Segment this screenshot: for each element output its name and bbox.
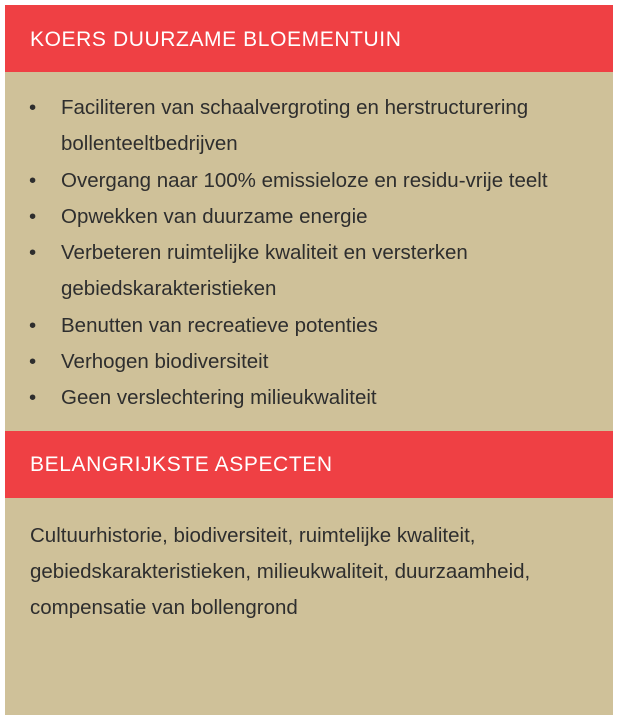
list-item-text: Verhogen biodiversiteit bbox=[61, 350, 269, 374]
list-item-text: Benutten van recreatieve potenties bbox=[61, 313, 378, 337]
bullet-icon: • bbox=[29, 204, 37, 228]
list-item bbox=[5, 90, 613, 163]
section-title-koers: KOERS DUURZAME BLOEMENTUIN bbox=[5, 5, 613, 72]
aspects-text: Cultuurhistorie, biodiversiteit, ruimtelijke kwaliteit, gebiedskarakteristieken, milieukwaliteit, duurzaamheid, compensatie van bollengrond bbox=[30, 523, 531, 620]
list-item-text: Overgang naar 100% emissieloze en residu-vrije teelt bbox=[61, 168, 548, 192]
list-item-text: Geen verslechtering milieukwaliteit bbox=[61, 386, 377, 410]
list-item bbox=[5, 380, 613, 416]
info-panel bbox=[5, 5, 613, 715]
list-item-text: Opwekken van duurzame energie bbox=[61, 204, 368, 228]
list-item-text: Faciliteren van schaalvergroting en herstructurering bollenteeltbedrijven bbox=[61, 96, 529, 156]
list-item-text: Verbeteren ruimtelijke kwaliteit en versterken gebiedskarakteristieken bbox=[61, 241, 468, 301]
goals-list bbox=[5, 72, 613, 417]
list-item bbox=[5, 199, 613, 235]
bullet-icon: • bbox=[29, 386, 37, 410]
bullet-icon: • bbox=[29, 313, 37, 337]
bullet-icon: • bbox=[29, 168, 37, 192]
bullet-icon: • bbox=[29, 96, 37, 119]
list-item bbox=[5, 344, 613, 380]
bullet-icon: • bbox=[29, 350, 37, 374]
list-item bbox=[5, 235, 613, 308]
list-item bbox=[5, 163, 613, 199]
list-item bbox=[5, 308, 613, 344]
section-title-aspecten: BELANGRIJKSTE ASPECTEN bbox=[5, 431, 613, 498]
bullet-icon: • bbox=[29, 241, 37, 265]
